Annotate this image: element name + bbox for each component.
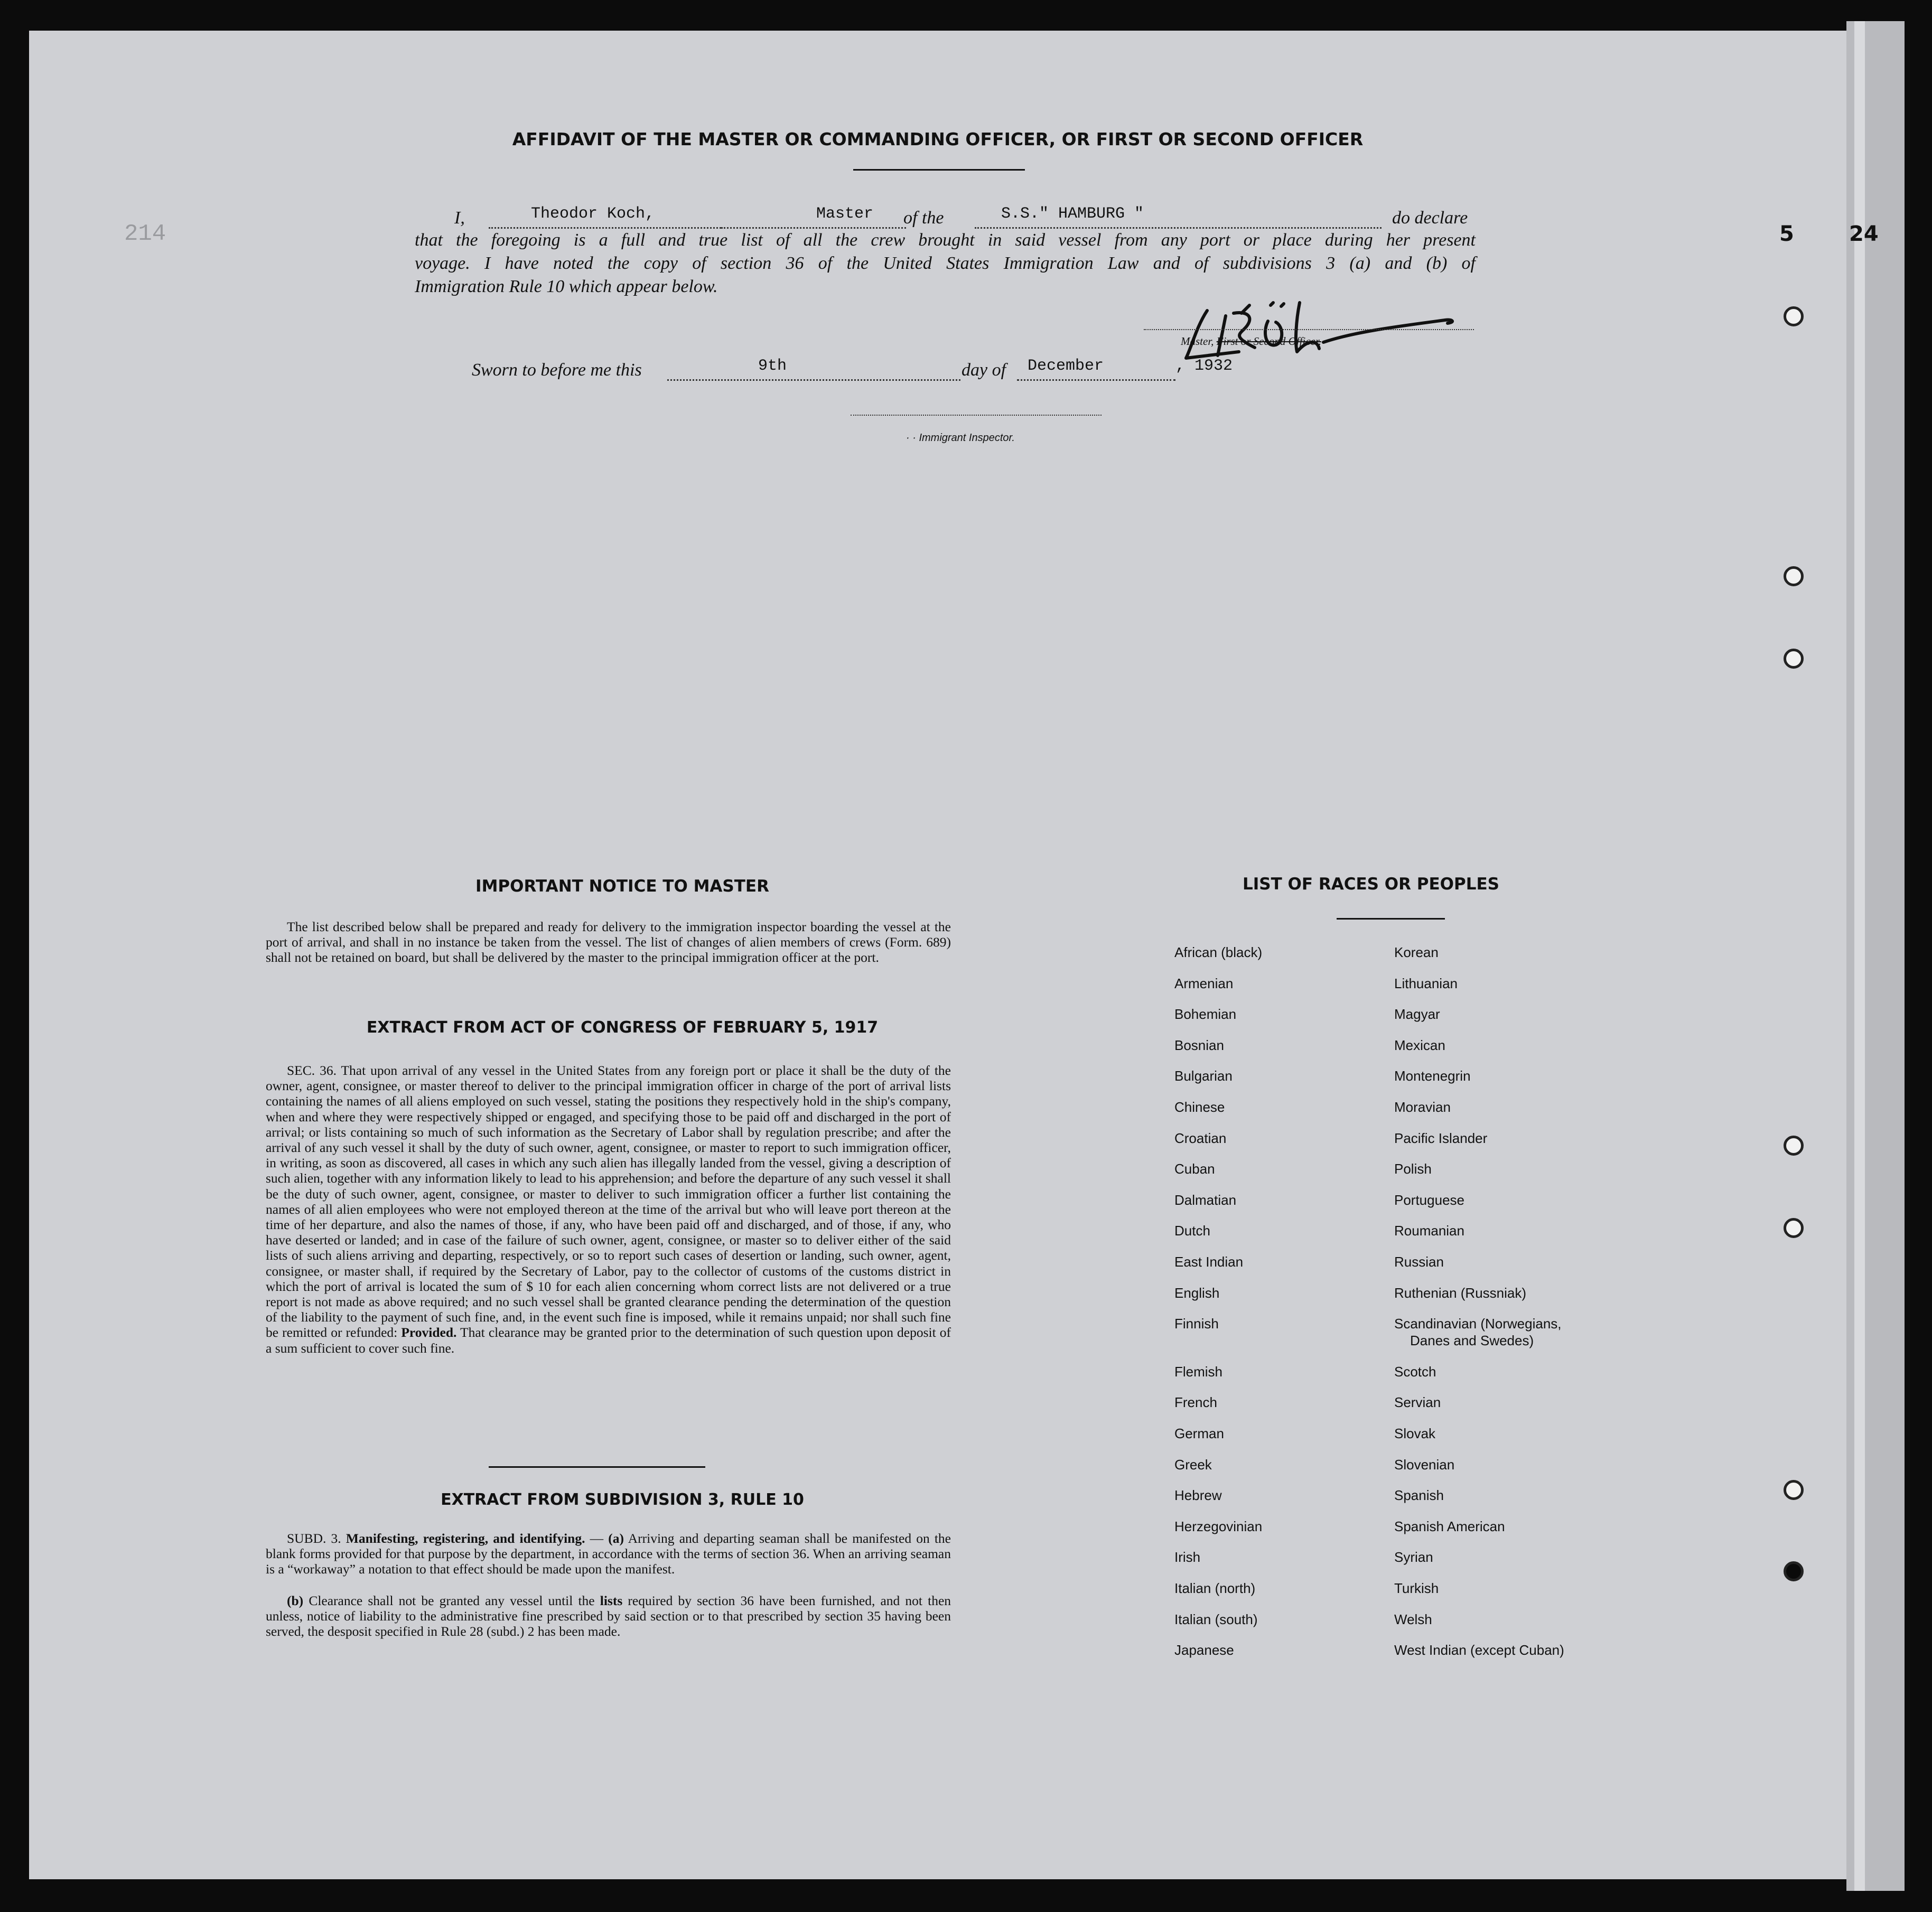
notice-text: The list described below shall be prepared and ready for delivery to the immigration inspector boarding the vessel at the port of arrival, and shall in no instance be taken from the vessel. The list of changes of alien members of crews (Form. 689) shall not be retained on board, but shall be delivered by the master to the principal immigration officer at the port. xyxy=(266,919,951,966)
race-item: Cuban xyxy=(1174,1161,1215,1177)
race-item: Chinese xyxy=(1174,1099,1225,1115)
signature-caption: Master, First or Second Officer. xyxy=(1181,335,1321,348)
race-item: Bosnian xyxy=(1174,1037,1224,1053)
races-title: LIST OF RACES OR PEOPLES xyxy=(1242,875,1500,894)
affidavit-title: AFFIDAVIT OF THE MASTER OR COMMANDING OFFICER, OR FIRST OR SECOND OFFICER xyxy=(512,129,1364,149)
day-of-text: day of xyxy=(962,360,1006,380)
race-item: Finnish xyxy=(1174,1316,1219,1332)
sworn-year: , 1932 xyxy=(1175,357,1233,375)
act-rule xyxy=(489,1466,705,1468)
document-page xyxy=(29,31,1846,1879)
race-item: Italian (south) xyxy=(1174,1611,1258,1627)
binding-hole xyxy=(1784,306,1804,326)
race-item: German xyxy=(1174,1426,1224,1441)
race-item: Magyar xyxy=(1394,1006,1440,1023)
race-item: Polish xyxy=(1394,1161,1432,1177)
race-item: Spanish American xyxy=(1394,1518,1505,1534)
race-item: Mexican xyxy=(1394,1037,1445,1053)
race-item: Scandinavian (Norwegians, xyxy=(1394,1316,1562,1332)
race-item: Greek xyxy=(1174,1456,1212,1473)
binding-hole xyxy=(1784,1136,1804,1156)
race-item: Bohemian xyxy=(1174,1006,1237,1023)
race-item: Turkish xyxy=(1394,1580,1439,1596)
binding-hole xyxy=(1784,1480,1804,1500)
race-item: Armenian xyxy=(1174,975,1234,991)
affidavit-line-4: Immigration Rule 10 which appear below. xyxy=(415,277,718,296)
do-declare-text: do declare xyxy=(1392,208,1468,228)
race-item: Danes and Swedes) xyxy=(1410,1333,1534,1349)
race-item: Syrian xyxy=(1394,1549,1433,1566)
binding-hole xyxy=(1784,566,1804,586)
notice-title: IMPORTANT NOTICE TO MASTER xyxy=(475,877,769,896)
binding-hole xyxy=(1784,1218,1804,1238)
sworn-day: 9th xyxy=(758,357,787,375)
race-item: Scotch xyxy=(1394,1363,1436,1380)
race-item: Montenegrin xyxy=(1394,1068,1471,1084)
race-item: Japanese xyxy=(1174,1642,1234,1658)
race-item: East Indian xyxy=(1174,1254,1244,1270)
binding-hole xyxy=(1784,649,1804,669)
race-item: Dutch xyxy=(1174,1223,1210,1239)
binding-hole xyxy=(1784,1561,1804,1581)
act-title: EXTRACT FROM ACT OF CONGRESS OF FEBRUARY 5, 1917 xyxy=(366,1018,879,1037)
races-title-rule xyxy=(1337,918,1445,920)
race-item: Dalmatian xyxy=(1174,1192,1237,1208)
race-item: Bulgarian xyxy=(1174,1068,1233,1084)
race-item: Servian xyxy=(1394,1394,1441,1411)
rule-para-b: (b) Clearance shall not be granted any vessel until the lists required by section 36 have been furnished, and not then unless, notice of liability to the administrative fine prescribed by said section or to that prescribed by section 35 having been served, the desposit specified in Rule 28 (subd.) 2 has been made. xyxy=(266,1593,951,1639)
underlying-page-edge-highlight xyxy=(1854,21,1865,1891)
race-item: Ruthenian (Russniak) xyxy=(1394,1285,1527,1301)
race-item: Roumanian xyxy=(1394,1223,1464,1239)
race-item: Croatian xyxy=(1174,1130,1227,1146)
race-item: Welsh xyxy=(1394,1611,1432,1627)
inspector-label: · · Immigrant Inspector. xyxy=(906,432,1015,444)
race-item: Portuguese xyxy=(1394,1192,1464,1208)
race-item: Spanish xyxy=(1394,1487,1444,1504)
race-item: French xyxy=(1174,1394,1217,1411)
act-text: SEC. 36. That upon arrival of any vessel in the United States from any foreign port or place it shall be the duty of the owner, agent, consignee, or master thereof to deliver to the principal immigration officer in charge of the port of arrival lists containing the names of all aliens employed on such vessel, stating the positions they respectively hold in the ship's company, when and where they were respectively shipped or engaged, and specifying those to be paid off and discharged in the port of arrival; or lists containing so much of such information as the Secretary of Labor shall by regulation prescribe; and after the arrival of any such vessel it shall by the duty of such owner, agent, consignee, or master to report to such immigration officer, in writing, as soon as discovered, all cases in which any such alien has illegally landed from the vessel, giving a description of such alien, together with any information likely to lead to his apprehension; and before the departure of any such vessel it shall be the duty of such owner, agent, consignee, or master to deliver to such immigration officer a further list containing the names of all alien employees who were not employed thereon at the time of the arrival but who will leave port thereon at the time of her departure, and also the names of those, if any, who have been paid off and discharged, and of those, if any, who have deserted or landed; and in case of the failure of such owner, agent, consignee, or master so to deliver either of the said lists of such aliens arriving and departing, respectively, or so to report such cases of desertion or landing, such owner, agent, consignee, or master shall, if required by the Secretary of Labor, pay to the collector of customs of the customs district in which the port of arrival is located the sum of $ 10 for each alien concerning whom correct lists are not delivered or a true report is not made as above required; and no such vessel shall be granted clearance pending the determination of the question of the liability to the payment of such fine, and, in the event such fine is imposed, while it remains unpaid; nor shall such fine be remitted or refunded: Provided. That clearance may be granted prior to the determination of such question upon deposit of a sum sufficient to cover such fine. xyxy=(266,1063,951,1356)
race-item: Slovak xyxy=(1394,1426,1436,1441)
officer-rank: Master xyxy=(816,205,874,223)
race-item: African (black) xyxy=(1174,944,1263,960)
rule-title: EXTRACT FROM SUBDIVISION 3, RULE 10 xyxy=(441,1491,804,1509)
vessel-name: S.S." HAMBURG " xyxy=(1001,205,1144,223)
of-the-text: of the xyxy=(903,208,944,228)
race-item: West Indian (except Cuban) xyxy=(1394,1642,1564,1658)
rule-para-a: SUBD. 3. Manifesting, registering, and identifying. — (a) Arriving and departing seaman shall be manifested on the blank forms provided for that purpose by the department, in accordance with the terms of section 36. When an arriving seaman is a “workaway” a notation to that effect should be made upon the manifest. xyxy=(266,1531,951,1577)
race-item: Irish xyxy=(1174,1549,1201,1566)
right-stamp-a: 5 xyxy=(1779,222,1794,246)
left-margin-stamp: 214 xyxy=(124,221,166,247)
race-item: Russian xyxy=(1394,1254,1444,1270)
race-item: Herzegovinian xyxy=(1174,1518,1263,1534)
race-item: Pacific Islander xyxy=(1394,1130,1488,1146)
race-item: Slovenian xyxy=(1394,1456,1455,1473)
right-stamp-b: 24 xyxy=(1849,222,1879,246)
race-item: Korean xyxy=(1394,944,1439,960)
race-item: English xyxy=(1174,1285,1220,1301)
race-item: Hebrew xyxy=(1174,1487,1222,1504)
race-item: Lithuanian xyxy=(1394,975,1458,991)
sworn-month: December xyxy=(1028,357,1104,375)
affidavit-line-2: that the foregoing is a full and true list of all the crew brought in said vessel from any port or place during her present xyxy=(415,230,1476,250)
race-item: Moravian xyxy=(1394,1099,1451,1115)
race-item: Flemish xyxy=(1174,1363,1223,1380)
affidavit-title-rule xyxy=(853,169,1025,171)
sworn-prefix: Sworn to before me this xyxy=(472,360,642,380)
race-item: Italian (north) xyxy=(1174,1580,1256,1596)
provided-label: Provided. xyxy=(401,1325,457,1341)
master-name: Theodor Koch, xyxy=(531,205,655,223)
affidavit-line-3: voyage. I have noted the copy of section 36 of the United States Immigration Law and of subdivisions 3 (a) and (b) of xyxy=(415,254,1476,273)
affidavit-pronoun: I, xyxy=(454,208,465,228)
